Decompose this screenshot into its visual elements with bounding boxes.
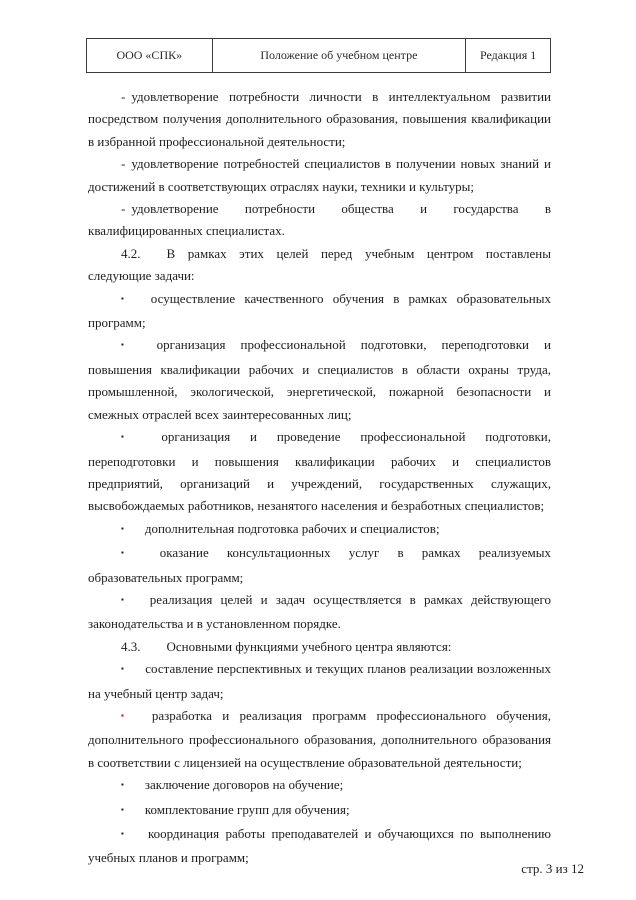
section-number: 4.2. <box>121 245 141 261</box>
bullet-marker: ▪ <box>121 293 130 303</box>
paragraph-text: осуществление качественного обучения в рамках образовательных программ; <box>88 290 551 331</box>
paragraph-text: удовлетворение потребности общества и государства в квалифицированных специалистах. <box>88 201 551 239</box>
bullet-item <box>88 542 551 589</box>
bullet-item <box>88 658 551 705</box>
bullet-item <box>88 823 551 870</box>
section-heading <box>88 636 551 658</box>
dash-marker: - <box>121 156 126 172</box>
bullet-item <box>88 334 551 426</box>
bullet-item <box>88 426 551 518</box>
paragraph-text: организация и проведение профессиональной подготовки, переподготовки и повышения квалификации рабочих и специалистов предприятий, организаций и учреждений, государственных служащих, высвобождаемых работников, незанятого населения и безработных специалистов; <box>88 429 551 514</box>
section-number: 4.3. <box>121 638 141 654</box>
page-number-label: стр. 3 из 12 <box>521 861 584 876</box>
paragraph-text: разработка и реализация программ профессионального обучения, дополнительного профессионального образования, дополнительного образования в соответствии с лицензией на осуществление образовательной деятельности; <box>88 707 551 770</box>
bullet-marker: ▪ <box>121 523 124 533</box>
paragraph-text: организация профессиональной подготовки, переподготовки и повышения квалификации рабочих и специалистов в области охраны труда, промышленной, экологической, энергетической, пожарной безопасности и смежных отраслей всех заинтересованных лиц; <box>88 337 551 422</box>
bullet-marker: ▪ <box>121 340 136 350</box>
header-document-title-cell: Положение об учебном центре <box>212 39 466 73</box>
header-revision-cell: Редакция 1 <box>466 39 551 73</box>
bullet-marker: ▪ <box>121 804 124 814</box>
dash-item <box>88 153 551 198</box>
bullet-item <box>88 705 551 774</box>
bullet-item <box>88 774 551 798</box>
paragraph-text: комплектование групп для обучения; <box>144 801 350 817</box>
bullet-item <box>88 518 551 542</box>
dash-marker: - <box>121 201 126 217</box>
paragraph-text: удовлетворение потребности личности в интеллектуальном развитии посредством получения дополнительного образования, повышения квалификации в избранной профессиональной деятельности; <box>88 89 551 149</box>
dash-item <box>88 198 551 243</box>
bullet-item <box>88 288 551 335</box>
bullet-marker: ▪ <box>121 432 141 442</box>
bullet-item <box>88 799 551 823</box>
dash-item <box>88 86 551 153</box>
paragraph-text: составление перспективных и текущих планов реализации возложенных на учебный центр задач; <box>88 661 551 701</box>
header-company-cell: ООО «СПК» <box>87 39 213 73</box>
paragraph-text: заключение договоров на обучение; <box>144 777 344 793</box>
bullet-marker: ▪ <box>121 594 129 604</box>
dash-marker: - <box>121 89 126 104</box>
document-body <box>88 86 551 870</box>
paragraph-text: реализация целей и задач осуществляется в рамках действующего законодательства и в установленном порядке. <box>88 591 551 632</box>
paragraph-text: Основными функциями учебного центра являются: <box>166 638 452 654</box>
bullet-marker: ▪ <box>121 780 124 790</box>
paragraph-text: координация работы преподавателей и обучающихся по выполнению учебных планов и программ; <box>88 826 551 866</box>
bullet-marker: ▪ <box>121 548 139 558</box>
bullet-marker: ▪ <box>121 710 131 720</box>
bullet-marker: ▪ <box>121 664 125 674</box>
bullet-item <box>88 589 551 636</box>
paragraph-text: дополнительная подготовка рабочих и специалистов; <box>144 520 440 536</box>
paragraph-text: В рамках этих целей перед учебным центром поставлены следующие задачи: <box>88 245 551 284</box>
section-heading <box>88 243 551 288</box>
document-header-table <box>86 38 551 73</box>
bullet-marker: ▪ <box>121 829 127 838</box>
paragraph-text: удовлетворение потребностей специалистов в получении новых знаний и достижений в соответствующих отраслях науки, техники и культуры; <box>88 156 551 194</box>
page-footer <box>521 861 584 877</box>
paragraph-text: оказание консультационных услуг в рамках реализуемых образовательных программ; <box>88 545 551 585</box>
